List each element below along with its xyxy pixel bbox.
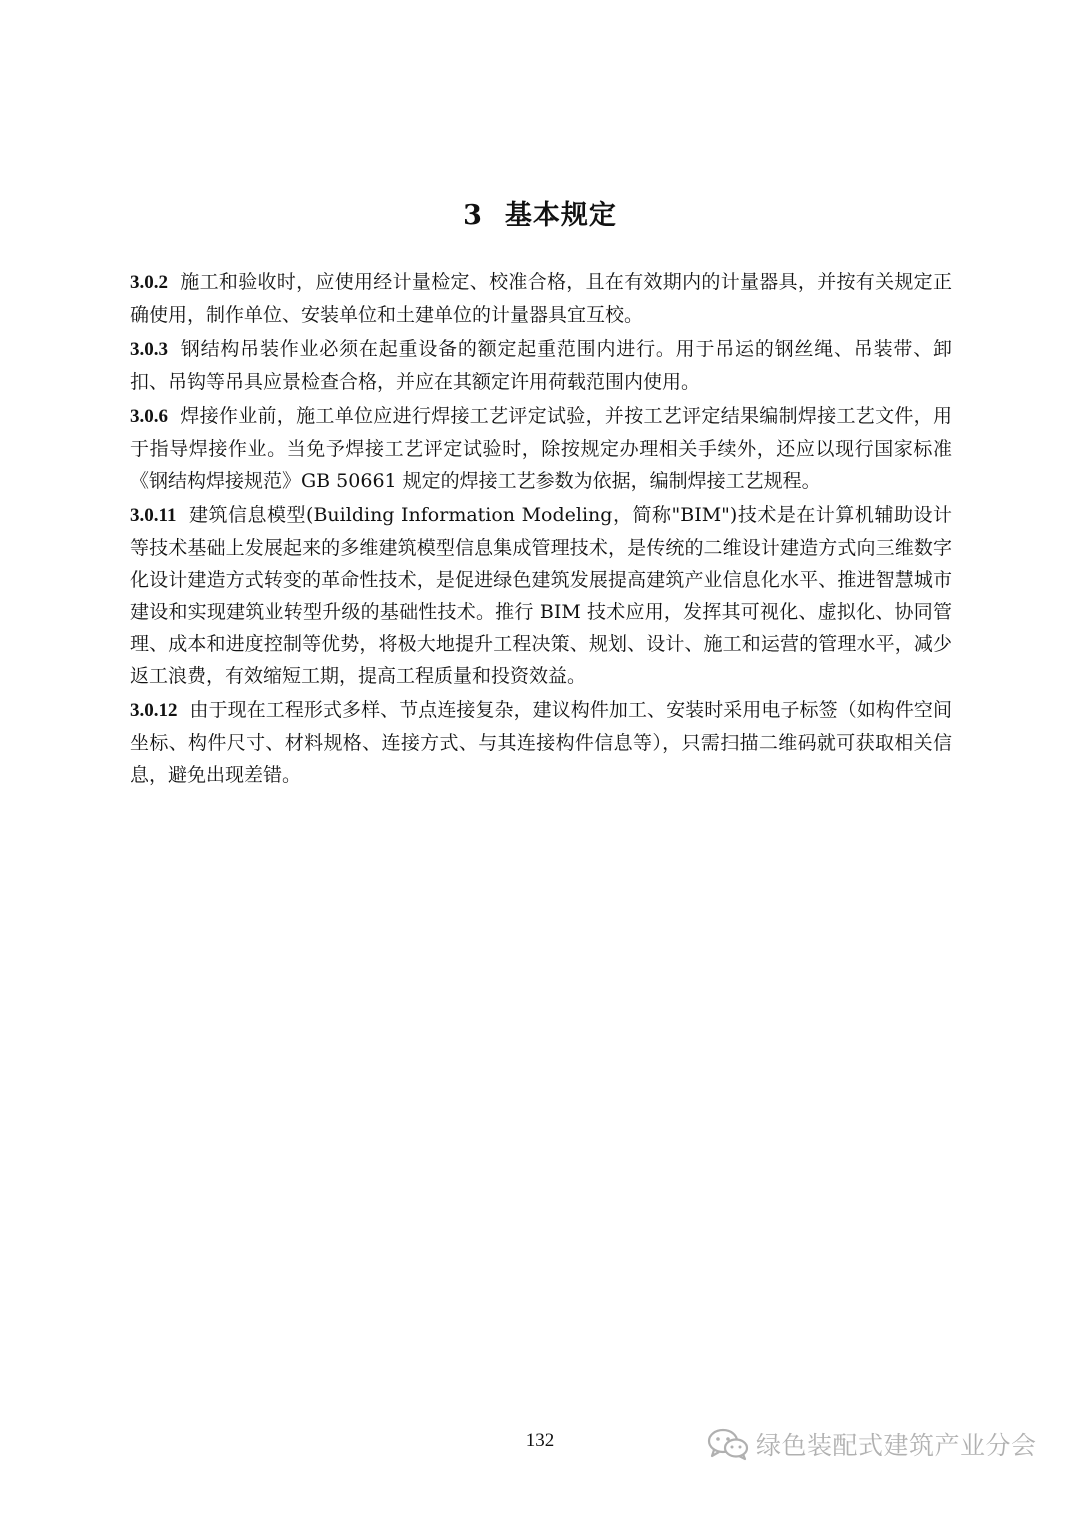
wechat-icon <box>706 1426 750 1462</box>
clause <box>130 694 952 791</box>
clause <box>130 400 952 497</box>
clause-number: 3.0.2 <box>130 272 168 293</box>
chapter-number: 3 <box>463 200 483 231</box>
clause-text: 施工和验收时，应使用经计量检定、校准合格，且在有效期内的计量器具，并按有关规定正确使用，制作单位、安装单位和土建单位的计量器具宜互校。 <box>130 271 952 326</box>
page-number: 132 <box>525 1430 555 1451</box>
clause-text: 由于现在工程形式多样、节点连接复杂，建议构件加工、安装时采用电子标签（如构件空间坐标、构件尺寸、材料规格、连接方式、与其连接构件信息等），只需扫描二维码就可获取相关信息，避免出现差错。 <box>130 699 952 786</box>
clause-text: 焊接作业前，施工单位应进行焊接工艺评定试验，并按工艺评定结果编制焊接工艺文件，用于指导焊接作业。当免予焊接工艺评定试验时，除按规定办理相关手续外，还应以现行国家标准《钢结构焊接规范》GB 50661 规定的焊接工艺参数为依据，编制焊接工艺规程。 <box>130 405 952 492</box>
clause-number: 3.0.12 <box>130 700 178 721</box>
page-title <box>0 193 1080 232</box>
watermark-text: 绿色装配式建筑产业分会 <box>756 1431 1037 1460</box>
clause-text: 钢结构吊装作业必须在起重设备的额定起重范围内进行。用于吊运的钢丝绳、吊装带、卸扣、吊钩等吊具应景检查合格，并应在其额定许用荷载范围内使用。 <box>130 338 952 393</box>
clause <box>130 499 952 692</box>
clause-number: 3.0.6 <box>130 406 168 427</box>
document-body <box>130 266 952 791</box>
clause-number: 3.0.11 <box>130 505 177 526</box>
watermark <box>706 1424 1037 1464</box>
clause <box>130 333 952 398</box>
clause-number: 3.0.3 <box>130 339 168 360</box>
clause-text: 建筑信息模型(Building Information Modeling，简称"BIM")技术是在计算机辅助设计等技术基础上发展起来的多维建筑模型信息集成管理技术，是传统的二维设计建造方式向三维数字化设计建造方式转变的革命性技术，是促进绿色建筑发展提高建筑产业信息化水平、推进智慧城市建设和实现建筑业转型升级的基础性技术。推行 BIM 技术应用，发挥其可视化、虚拟化、协同管理、成本和进度控制等优势，将极大地提升工程决策、规划、设计、施工和运营的管理水平，减少返工浪费，有效缩短工期，提高工程质量和投资效益。 <box>130 504 952 687</box>
clause <box>130 266 952 331</box>
chapter-title: 基本规定 <box>504 200 617 231</box>
